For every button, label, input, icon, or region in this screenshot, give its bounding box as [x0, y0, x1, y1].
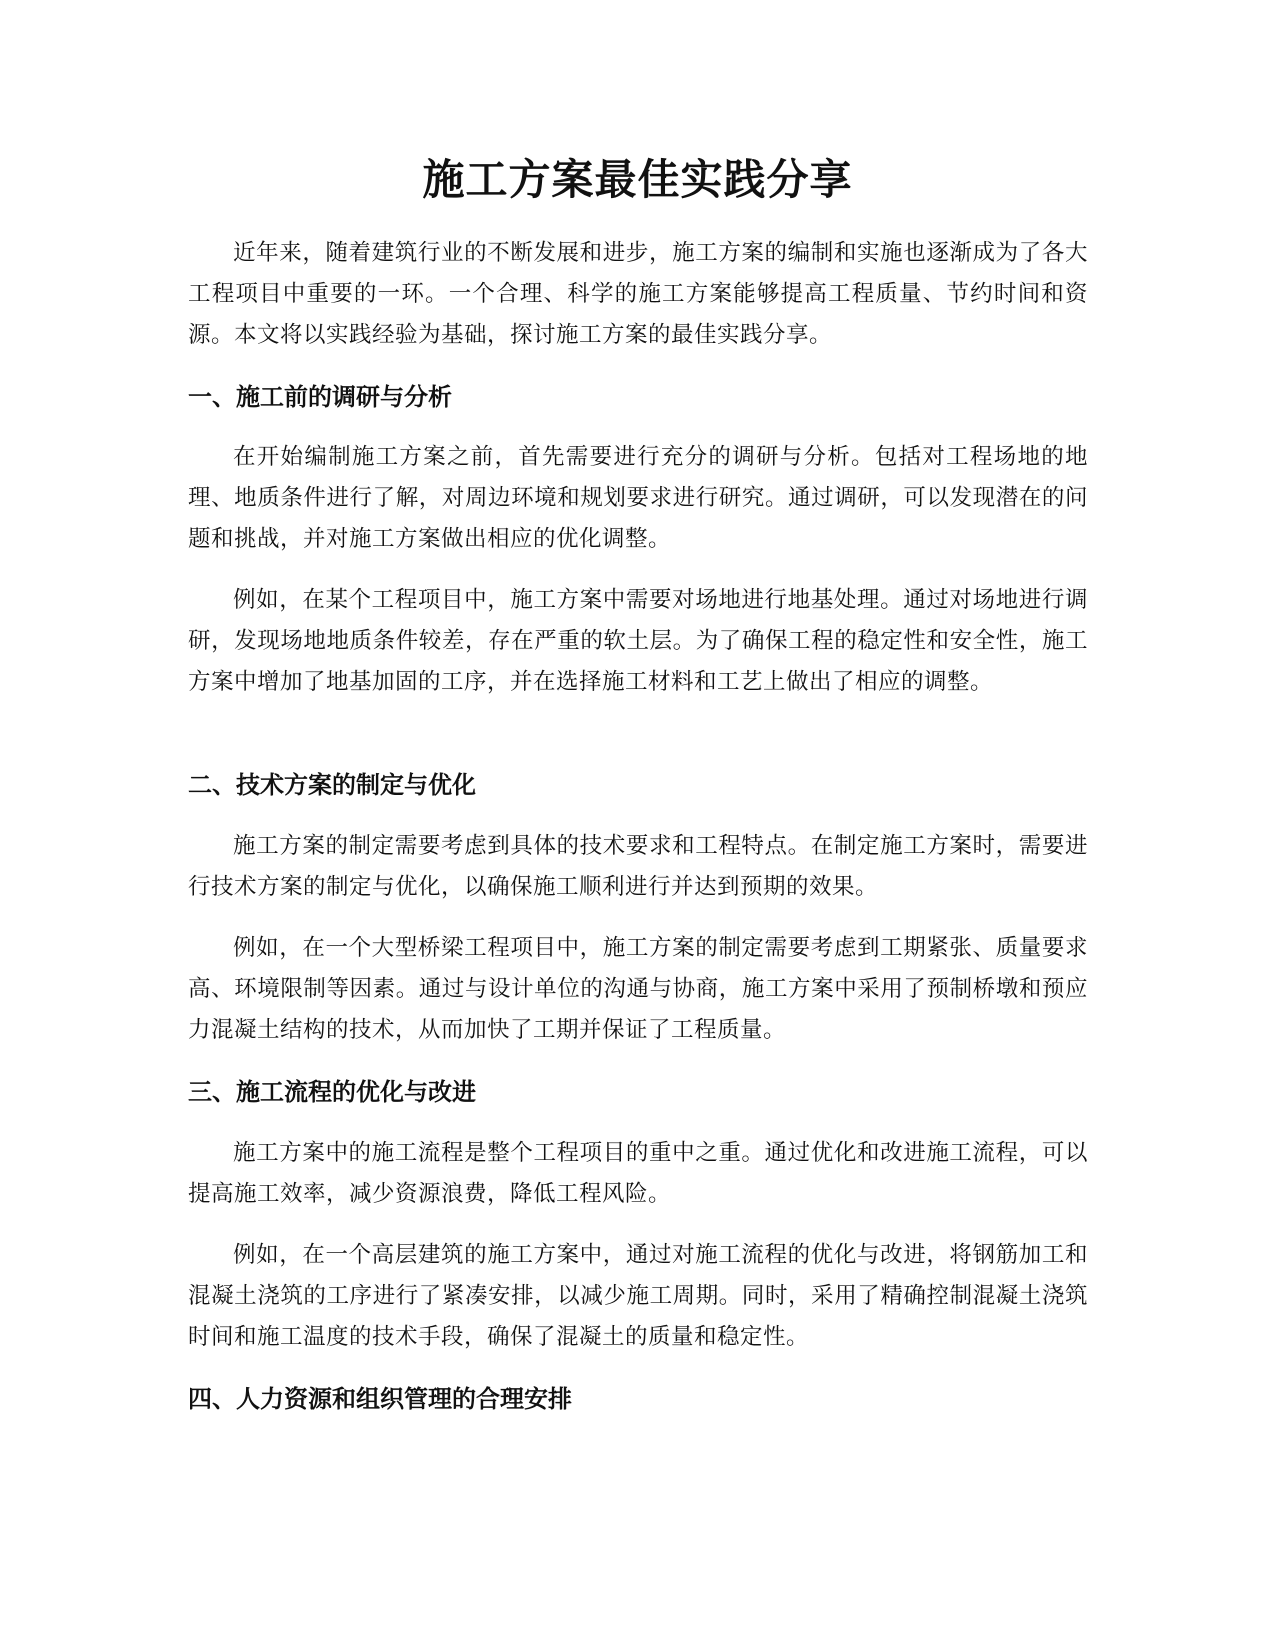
section-1-paragraph-2: 例如，在某个工程项目中，施工方案中需要对场地进行地基处理。通过对场地进行调研，发现场地地质条件较差，存在严重的软土层。为了确保工程的稳定性和安全性，施工方案中增加了地基加固的工序，并在选择施工材料和工艺上做出了相应的调整。 — [188, 587, 1088, 695]
section-3-paragraph-2: 例如，在一个高层建筑的施工方案中，通过对施工流程的优化与改进，将钢筋加工和混凝土浇筑的工序进行了紧凑安排，以减少施工周期。同时，采用了精确控制混凝土浇筑时间和施工温度的技术手段，确保了混凝土的质量和稳定性。 — [188, 1242, 1088, 1350]
document-title: 施工方案最佳实践分享 — [422, 155, 853, 204]
section-3-paragraph-1: 施工方案中的施工流程是整个工程项目的重中之重。通过优化和改进施工流程，可以提高施工效率，减少资源浪费，降低工程风险。 — [188, 1140, 1088, 1207]
section-4-heading: 四、人力资源和组织管理的合理安排 — [188, 1385, 572, 1413]
intro-paragraph: 近年来，随着建筑行业的不断发展和进步，施工方案的编制和实施也逐渐成为了各大工程项目中重要的一环。一个合理、科学的施工方案能够提高工程质量、节约时间和资源。本文将以实践经验为基础，探讨施工方案的最佳实践分享。 — [188, 240, 1088, 348]
section-1-paragraph-1: 在开始编制施工方案之前，首先需要进行充分的调研与分析。包括对工程场地的地理、地质条件进行了解，对周边环境和规划要求进行研究。通过调研，可以发现潜在的问题和挑战，并对施工方案做出相应的优化调整。 — [188, 444, 1088, 552]
section-3-heading: 三、施工流程的优化与改进 — [188, 1078, 476, 1106]
section-1-heading: 一、施工前的调研与分析 — [188, 383, 452, 411]
section-2-paragraph-2: 例如，在一个大型桥梁工程项目中，施工方案的制定需要考虑到工期紧张、质量要求高、环境限制等因素。通过与设计单位的沟通与协商，施工方案中采用了预制桥墩和预应力混凝土结构的技术，从而加快了工期并保证了工程质量。 — [188, 935, 1088, 1043]
section-2-paragraph-1: 施工方案的制定需要考虑到具体的技术要求和工程特点。在制定施工方案时，需要进行技术方案的制定与优化，以确保施工顺利进行并达到预期的效果。 — [188, 833, 1088, 900]
section-2-heading: 二、技术方案的制定与优化 — [188, 771, 476, 799]
